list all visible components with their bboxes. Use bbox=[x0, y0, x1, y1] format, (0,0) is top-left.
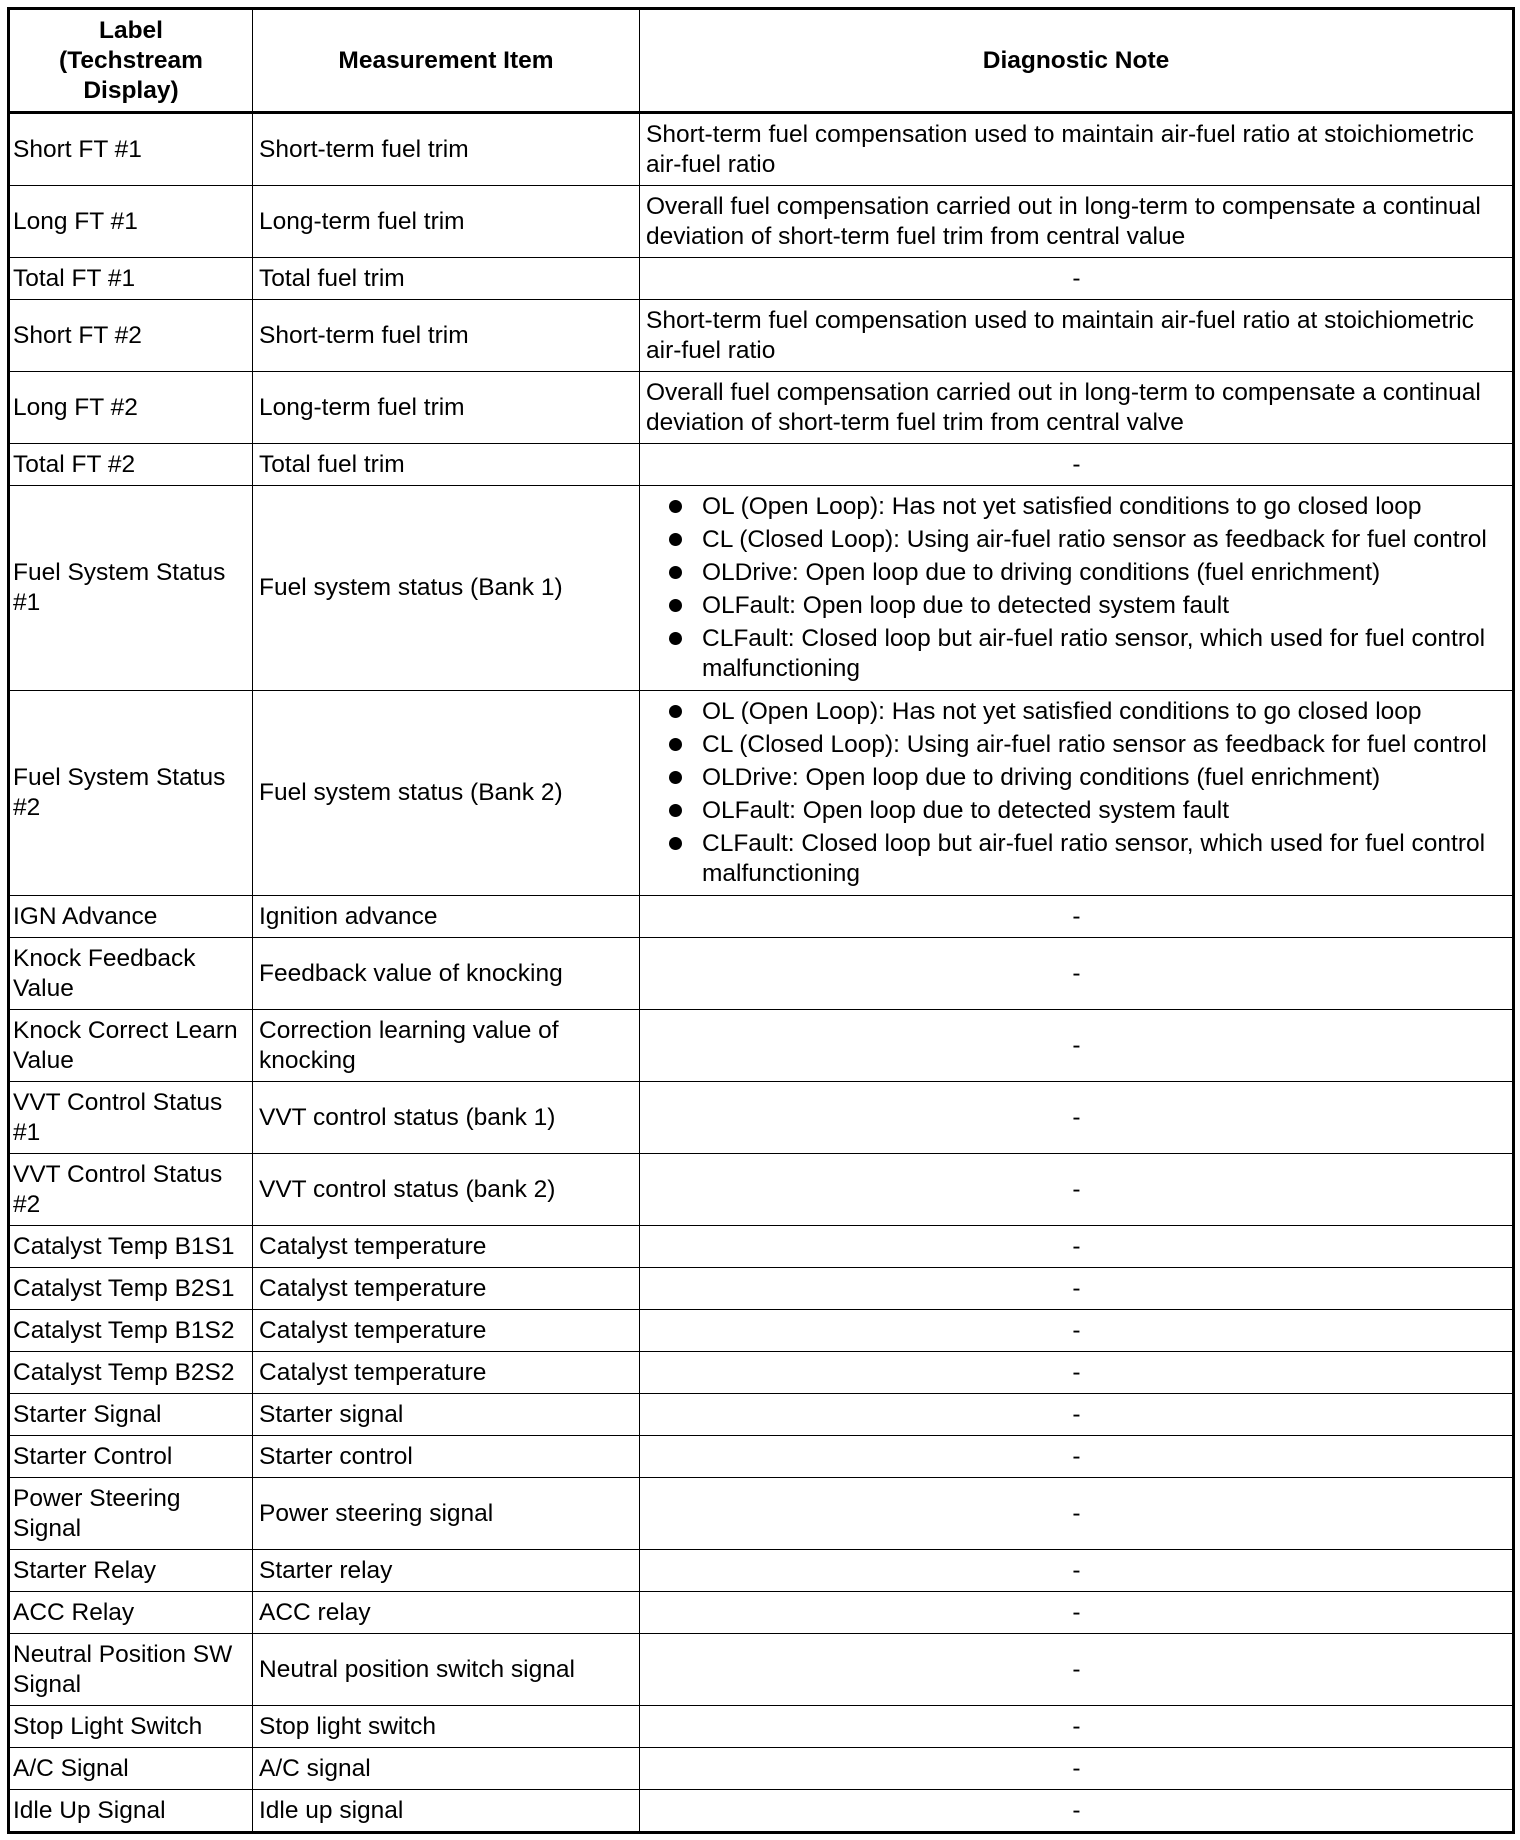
table-row bbox=[9, 691, 1514, 896]
row-diagnostic-note-cell: Overall fuel compensation carried out in long-term to compensate a continual deviation of short-term fuel trim from central valve bbox=[640, 372, 1514, 444]
bullet-dot-icon bbox=[669, 566, 682, 579]
row-diagnostic-note-cell: - bbox=[640, 1268, 1514, 1310]
header-label-column: Label (Techstream Display) bbox=[9, 9, 253, 113]
row-diagnostic-note-cell: - bbox=[640, 1748, 1514, 1790]
table-row bbox=[9, 258, 1514, 300]
bullet-item bbox=[646, 591, 1507, 621]
row-measurement-item-cell: Catalyst temperature bbox=[253, 1310, 640, 1352]
bullet-text: OL (Open Loop): Has not yet satisfied conditions to go closed loop bbox=[702, 493, 1422, 520]
row-diagnostic-note-cell: - bbox=[640, 258, 1514, 300]
row-measurement-item-cell: Ignition advance bbox=[253, 896, 640, 938]
row-label-cell: Starter Control bbox=[9, 1436, 253, 1478]
row-label-cell: Stop Light Switch bbox=[9, 1706, 253, 1748]
table-row bbox=[9, 1550, 1514, 1592]
table-row bbox=[9, 1394, 1514, 1436]
table-body bbox=[9, 113, 1514, 1833]
row-label-cell: Total FT #2 bbox=[9, 444, 253, 486]
bullet-item bbox=[646, 492, 1507, 522]
row-label-cell: Fuel System Status #2 bbox=[9, 691, 253, 896]
row-diagnostic-note-cell: Overall fuel compensation carried out in long-term to compensate a continual deviation of short-term fuel trim from central value bbox=[640, 186, 1514, 258]
bullet-item bbox=[646, 697, 1507, 727]
row-diagnostic-note-cell: - bbox=[640, 1478, 1514, 1550]
row-diagnostic-note-cell: Short-term fuel compensation used to maintain air-fuel ratio at stoichiometric air-fuel ratio bbox=[640, 113, 1514, 186]
bullet-item bbox=[646, 558, 1507, 588]
row-measurement-item-cell: Total fuel trim bbox=[253, 258, 640, 300]
row-measurement-item-cell: ACC relay bbox=[253, 1592, 640, 1634]
row-measurement-item-cell: Fuel system status (Bank 2) bbox=[253, 691, 640, 896]
bullet-item bbox=[646, 796, 1507, 826]
row-label-cell: ACC Relay bbox=[9, 1592, 253, 1634]
row-diagnostic-note-cell: Short-term fuel compensation used to maintain air-fuel ratio at stoichiometric air-fuel ratio bbox=[640, 300, 1514, 372]
row-measurement-item-cell: Feedback value of knocking bbox=[253, 938, 640, 1010]
header-row bbox=[9, 9, 1514, 113]
row-measurement-item-cell: Catalyst temperature bbox=[253, 1226, 640, 1268]
row-diagnostic-note-cell: - bbox=[640, 896, 1514, 938]
row-measurement-item-cell: VVT control status (bank 2) bbox=[253, 1154, 640, 1226]
bullet-dot-icon bbox=[669, 533, 682, 546]
row-diagnostic-note-cell: - bbox=[640, 444, 1514, 486]
table-row bbox=[9, 1436, 1514, 1478]
table-row bbox=[9, 300, 1514, 372]
row-label-cell: Idle Up Signal bbox=[9, 1790, 253, 1833]
table-row bbox=[9, 1634, 1514, 1706]
table-row bbox=[9, 1310, 1514, 1352]
bullet-text: CL (Closed Loop): Using air-fuel ratio sensor as feedback for fuel control bbox=[702, 731, 1487, 758]
bullet-list bbox=[646, 691, 1507, 895]
row-label-cell: Neutral Position SW Signal bbox=[9, 1634, 253, 1706]
row-measurement-item-cell: Starter relay bbox=[253, 1550, 640, 1592]
table-row bbox=[9, 1706, 1514, 1748]
row-diagnostic-note-cell bbox=[640, 691, 1514, 896]
bullet-text: CLFault: Closed loop but air-fuel ratio sensor, which used for fuel control malfunctioning bbox=[702, 625, 1486, 682]
row-measurement-item-cell: Long-term fuel trim bbox=[253, 372, 640, 444]
row-diagnostic-note-cell bbox=[640, 486, 1514, 691]
bullet-dot-icon bbox=[669, 738, 682, 751]
row-label-cell: Catalyst Temp B1S2 bbox=[9, 1310, 253, 1352]
bullet-dot-icon bbox=[669, 705, 682, 718]
table-row bbox=[9, 444, 1514, 486]
row-measurement-item-cell: VVT control status (bank 1) bbox=[253, 1082, 640, 1154]
row-measurement-item-cell: Fuel system status (Bank 1) bbox=[253, 486, 640, 691]
row-diagnostic-note-cell: - bbox=[640, 1790, 1514, 1833]
header-measurement-item-column: Measurement Item bbox=[253, 9, 640, 113]
row-label-cell: A/C Signal bbox=[9, 1748, 253, 1790]
bullet-item bbox=[646, 730, 1507, 760]
row-diagnostic-note-cell: - bbox=[640, 1010, 1514, 1082]
table-row bbox=[9, 1154, 1514, 1226]
bullet-text: CLFault: Closed loop but air-fuel ratio sensor, which used for fuel control malfunctioning bbox=[702, 830, 1486, 887]
table-row bbox=[9, 372, 1514, 444]
row-diagnostic-note-cell: - bbox=[640, 1154, 1514, 1226]
data-list-table bbox=[7, 7, 1515, 1834]
bullet-item bbox=[646, 829, 1507, 889]
row-measurement-item-cell: Catalyst temperature bbox=[253, 1352, 640, 1394]
row-measurement-item-cell: Stop light switch bbox=[253, 1706, 640, 1748]
row-label-cell: Catalyst Temp B2S1 bbox=[9, 1268, 253, 1310]
table-row bbox=[9, 1268, 1514, 1310]
bullet-list bbox=[646, 486, 1507, 690]
row-label-cell: Power Steering Signal bbox=[9, 1478, 253, 1550]
row-diagnostic-note-cell: - bbox=[640, 1592, 1514, 1634]
row-diagnostic-note-cell: - bbox=[640, 1436, 1514, 1478]
bullet-item bbox=[646, 624, 1507, 684]
row-label-cell: Knock Feedback Value bbox=[9, 938, 253, 1010]
table-row bbox=[9, 486, 1514, 691]
bullet-item bbox=[646, 763, 1507, 793]
table-row bbox=[9, 1790, 1514, 1833]
table-row bbox=[9, 186, 1514, 258]
row-measurement-item-cell: Starter signal bbox=[253, 1394, 640, 1436]
bullet-dot-icon bbox=[669, 500, 682, 513]
row-diagnostic-note-cell: - bbox=[640, 1394, 1514, 1436]
row-label-cell: Fuel System Status #1 bbox=[9, 486, 253, 691]
row-diagnostic-note-cell: - bbox=[640, 938, 1514, 1010]
row-label-cell: IGN Advance bbox=[9, 896, 253, 938]
bullet-item bbox=[646, 525, 1507, 555]
bullet-text: OL (Open Loop): Has not yet satisfied conditions to go closed loop bbox=[702, 698, 1422, 725]
bullet-text: OLFault: Open loop due to detected system fault bbox=[702, 592, 1230, 619]
table-row bbox=[9, 1478, 1514, 1550]
table-row bbox=[9, 1010, 1514, 1082]
row-diagnostic-note-cell: - bbox=[640, 1082, 1514, 1154]
row-label-cell: Knock Correct Learn Value bbox=[9, 1010, 253, 1082]
row-label-cell: Starter Relay bbox=[9, 1550, 253, 1592]
row-measurement-item-cell: A/C signal bbox=[253, 1748, 640, 1790]
bullet-dot-icon bbox=[669, 804, 682, 817]
bullet-dot-icon bbox=[669, 599, 682, 612]
row-diagnostic-note-cell: - bbox=[640, 1352, 1514, 1394]
row-measurement-item-cell: Total fuel trim bbox=[253, 444, 640, 486]
row-label-cell: Total FT #1 bbox=[9, 258, 253, 300]
row-measurement-item-cell: Idle up signal bbox=[253, 1790, 640, 1833]
header-diagnostic-note-column: Diagnostic Note bbox=[640, 9, 1514, 113]
table-row bbox=[9, 1082, 1514, 1154]
bullet-text: CL (Closed Loop): Using air-fuel ratio sensor as feedback for fuel control bbox=[702, 526, 1487, 553]
row-measurement-item-cell: Long-term fuel trim bbox=[253, 186, 640, 258]
row-diagnostic-note-cell: - bbox=[640, 1550, 1514, 1592]
row-label-cell: Long FT #1 bbox=[9, 186, 253, 258]
row-label-cell: VVT Control Status #1 bbox=[9, 1082, 253, 1154]
row-label-cell: Catalyst Temp B1S1 bbox=[9, 1226, 253, 1268]
row-diagnostic-note-cell: - bbox=[640, 1310, 1514, 1352]
row-measurement-item-cell: Neutral position switch signal bbox=[253, 1634, 640, 1706]
table-row bbox=[9, 1352, 1514, 1394]
table-row bbox=[9, 1226, 1514, 1268]
table-header bbox=[9, 9, 1514, 113]
row-measurement-item-cell: Short-term fuel trim bbox=[253, 113, 640, 186]
bullet-text: OLDrive: Open loop due to driving conditions (fuel enrichment) bbox=[702, 559, 1381, 586]
row-measurement-item-cell: Catalyst temperature bbox=[253, 1268, 640, 1310]
row-measurement-item-cell: Starter control bbox=[253, 1436, 640, 1478]
table-row bbox=[9, 938, 1514, 1010]
bullet-dot-icon bbox=[669, 632, 682, 645]
table-row bbox=[9, 896, 1514, 938]
row-diagnostic-note-cell: - bbox=[640, 1226, 1514, 1268]
row-measurement-item-cell: Correction learning value of knocking bbox=[253, 1010, 640, 1082]
bullet-text: OLFault: Open loop due to detected system fault bbox=[702, 797, 1230, 824]
row-label-cell: Short FT #1 bbox=[9, 113, 253, 186]
row-measurement-item-cell: Short-term fuel trim bbox=[253, 300, 640, 372]
row-measurement-item-cell: Power steering signal bbox=[253, 1478, 640, 1550]
bullet-text: OLDrive: Open loop due to driving conditions (fuel enrichment) bbox=[702, 764, 1381, 791]
row-label-cell: Long FT #2 bbox=[9, 372, 253, 444]
row-label-cell: Short FT #2 bbox=[9, 300, 253, 372]
row-label-cell: Catalyst Temp B2S2 bbox=[9, 1352, 253, 1394]
row-diagnostic-note-cell: - bbox=[640, 1706, 1514, 1748]
table-row bbox=[9, 113, 1514, 186]
row-diagnostic-note-cell: - bbox=[640, 1634, 1514, 1706]
bullet-dot-icon bbox=[669, 837, 682, 850]
row-label-cell: VVT Control Status #2 bbox=[9, 1154, 253, 1226]
table-row bbox=[9, 1748, 1514, 1790]
row-label-cell: Starter Signal bbox=[9, 1394, 253, 1436]
table-row bbox=[9, 1592, 1514, 1634]
bullet-dot-icon bbox=[669, 771, 682, 784]
